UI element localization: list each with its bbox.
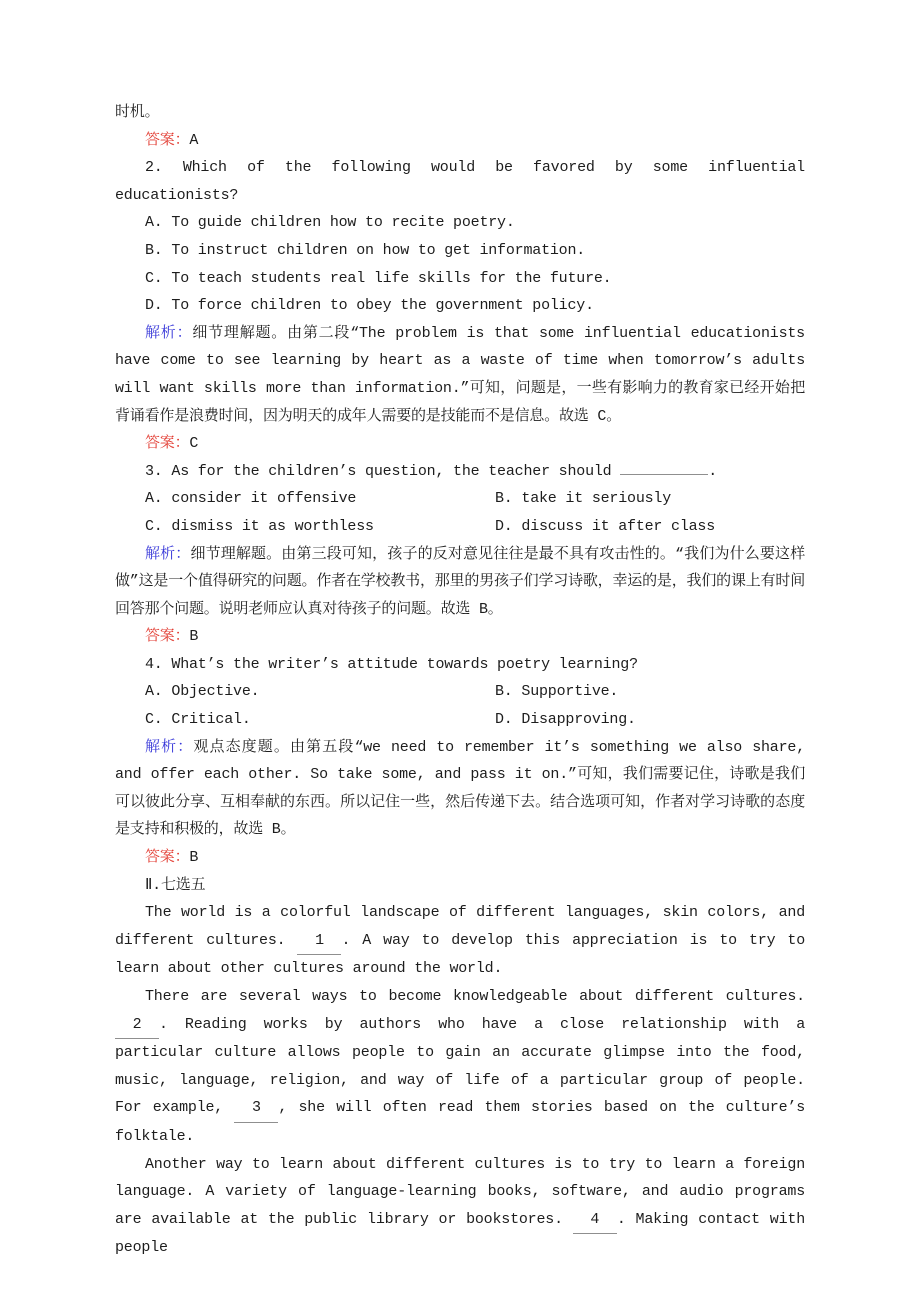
question-2-option-c: C. To teach students real life skills for the future. <box>145 269 612 287</box>
question-4-option-b: B. Supportive. <box>495 683 619 701</box>
question-2-option-d: D. To force children to obey the government policy. <box>145 297 594 315</box>
answer-value-q3: B <box>189 628 199 646</box>
answer-label-q1: 答案： <box>145 131 190 149</box>
question-4-options-row-1 <box>115 678 805 706</box>
cloze-paragraph-1 <box>115 899 805 983</box>
question-3-options-row-2 <box>115 513 805 541</box>
worksheet-document <box>115 99 805 1262</box>
answer-line-q2 <box>115 430 805 458</box>
answer-line-q1 <box>115 127 805 155</box>
analysis-q3 <box>115 541 805 624</box>
cloze-p2-text-3: , she will often read them stories based on the culture’s folktale. <box>115 1099 805 1145</box>
answer-label-q2: 答案： <box>145 435 190 453</box>
question-3-stem-after: . <box>708 462 718 480</box>
cloze-p2-text-1: There are several ways to become knowledgeable about different cultures. <box>145 988 805 1005</box>
carryover-text <box>115 99 805 127</box>
cloze-blank-3: 3 <box>234 1094 278 1123</box>
cloze-blank-1: 1 <box>297 927 341 956</box>
answer-line-q4 <box>115 844 805 872</box>
analysis-text-q2: 细节理解题。由第二段“The problem is that some influential educationists have come to see learning by heart as a waste of time when tomorrow’s adults will want skills more than information.”可知，问题是，一些有影响力的教育家已经开始把背诵看作是浪费时间，因为明天的成年人需要的是技能而不是信息。故选 C。 <box>115 324 805 425</box>
question-3-stem <box>115 458 805 486</box>
answer-line-q3 <box>115 623 805 651</box>
cloze-blank-2: 2 <box>115 1011 159 1040</box>
question-3-option-a: A. consider it offensive <box>145 490 357 508</box>
answer-value-q4: B <box>189 849 199 867</box>
question-4-option-d: D. Disapproving. <box>495 711 636 729</box>
analysis-label-q2: 解析： <box>145 324 193 342</box>
question-4-option-c: C. Critical. <box>145 711 251 729</box>
cloze-p1-text-before: The world is a colorful landscape of different languages, skin colors, and different cultures. <box>115 904 805 949</box>
analysis-q2 <box>115 320 805 430</box>
question-2-option-a: A. To guide children how to recite poetry. <box>145 214 515 232</box>
cloze-p3-text-after: . Making contact with people <box>115 1210 805 1257</box>
analysis-label-q4: 解析： <box>145 738 194 756</box>
question-4-stem: 4. What’s the writer’s attitude towards poetry learning? <box>145 655 638 673</box>
analysis-label-q3: 解析： <box>145 545 191 563</box>
question-3-option-d: D. discuss it after class <box>495 517 716 535</box>
question-3-stem-before: 3. As for the children’s question, the teacher should <box>145 462 621 480</box>
answer-label-q3: 答案： <box>145 628 190 646</box>
cloze-blank-4: 4 <box>573 1206 617 1235</box>
question-2-option-b: B. To instruct children on how to get information. <box>145 241 586 259</box>
answer-value-q2: C <box>189 435 199 453</box>
cloze-p1-text-after: . A way to develop this appreciation is to try to learn about other cultures around the world. <box>115 931 805 978</box>
cloze-section-heading: Ⅱ.七选五 <box>145 876 206 894</box>
cloze-p3-text-before: Another way to learn about different cultures is to try to learn a foreign language. A variety of language-learning books, software, and audio programs are available at the public library or bookstores. <box>115 1155 805 1228</box>
question-2-stem: 2. Which of the following would be favored by some influential educationists? <box>115 159 805 204</box>
question-4-options-row-2 <box>115 706 805 734</box>
answer-value-q1: A <box>189 131 199 149</box>
question-4-option-a: A. Objective. <box>145 683 260 701</box>
answer-label-q4: 答案： <box>145 849 190 867</box>
question-3-blank <box>620 474 708 475</box>
cloze-paragraph-3 <box>115 1151 805 1262</box>
cloze-paragraph-2 <box>115 983 805 1151</box>
question-3-option-b: B. take it seriously <box>495 490 672 508</box>
analysis-text-q4: 观点态度题。由第五段“we need to remember it’s something we also share, and offer each other. So take some, and pass it on.”可知，我们需要记住，诗歌是我们可以彼此分享、互相奉献的东西。所以记住一些，然后传递下去。结合选项可知，作者对学习诗歌的态度是支持和积极的，故选 B。 <box>115 738 806 839</box>
analysis-q4 <box>115 734 805 844</box>
carryover-text-span: 时机。 <box>115 104 160 121</box>
cloze-p2-text-2: . Reading works by authors who have a close relationship with a particular culture allows people to gain an accurate glimpse into the food, music, language, religion, and way of life of a particular group of people. For example, <box>115 1015 805 1117</box>
question-3-option-c: C. dismiss it as worthless <box>145 517 374 535</box>
question-3-options-row-1 <box>115 485 805 513</box>
analysis-text-q3: 细节理解题。由第三段可知，孩子的反对意见往往是最不具有攻击性的。“我们为什么要这样做”这是一个值得研究的问题。作者在学校教书，那里的男孩子们学习诗歌，幸运的是，我们的课上有时间回答那个问题。说明老师应认真对待孩子的问题。故选 B。 <box>115 545 805 618</box>
